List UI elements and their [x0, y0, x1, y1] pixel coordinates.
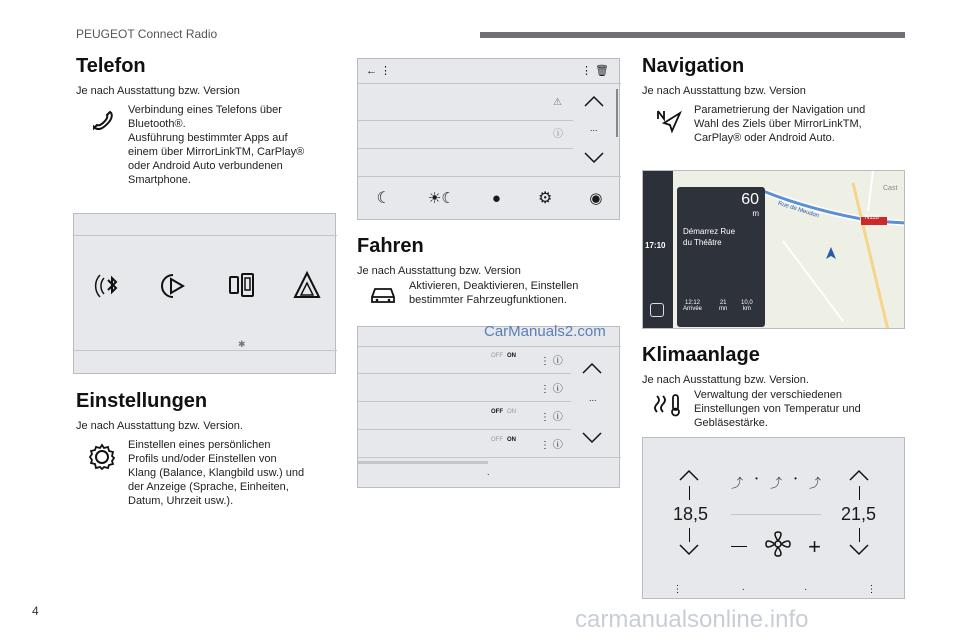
fahren-desc-1: Aktivieren, Deaktivieren, Einstellen — [409, 280, 579, 292]
header-bar — [480, 32, 905, 38]
fahren-screen — [357, 326, 620, 488]
page-indicator — [358, 461, 488, 464]
day-night-icon[interactable]: ☀☾ — [427, 190, 455, 207]
climate-icon — [642, 388, 694, 430]
climate-menu-right-icon[interactable]: ⋮ — [866, 583, 877, 595]
info-icon: ⓘ — [553, 129, 563, 140]
fahren-scroll-ellipsis: ... — [589, 393, 597, 403]
page-number: 4 — [32, 604, 39, 618]
scrollbar[interactable] — [616, 89, 618, 137]
temp-right-up-icon[interactable] — [848, 468, 870, 487]
navigation-arrow-icon — [642, 103, 694, 145]
climate-dot-2: · — [804, 583, 808, 595]
air-flow-feet-icon[interactable]: ⤴ — [731, 476, 744, 490]
home-button[interactable] — [650, 303, 664, 317]
telefon-screen — [73, 213, 336, 374]
einstellungen-screen — [357, 58, 620, 220]
fan-icon — [764, 530, 792, 563]
telefon-desc-1: Verbindung eines Telefons über — [128, 104, 282, 116]
klimaanlage-desc-1: Verwaltung der verschiedenen — [694, 389, 842, 401]
einstellungen-title: Einstellungen — [76, 390, 208, 412]
bluetooth-icon[interactable] — [94, 269, 128, 308]
night-mode-icon[interactable]: ☾ — [376, 190, 391, 207]
fan-decrease-button[interactable] — [731, 546, 747, 548]
navigation-section — [642, 55, 907, 145]
system-settings-icon[interactable]: ⚙ — [537, 190, 553, 207]
fan-increase-button[interactable]: + — [808, 533, 821, 559]
remaining-minutes: 21 mn — [719, 300, 728, 312]
watermark-carmanuals2: CarManuals2.com — [484, 323, 606, 340]
arrival-time: 12:12 Arrivée — [683, 300, 703, 312]
instruction-line-1: Démarrez Rue — [683, 227, 736, 236]
navigation-desc-1: Parametrierung der Navigation und — [694, 104, 866, 116]
einstellungen-desc-2: Profils und/oder Einstellen von — [128, 453, 277, 465]
telefon-desc-5: oder Android Auto verbundenen — [128, 160, 283, 172]
toggle-row-3[interactable]: OFF ON — [491, 409, 516, 415]
toggle-row-4[interactable]: OFF ON — [491, 437, 516, 443]
fahren-section — [357, 235, 622, 307]
navigation-desc-3: CarPlay® oder Android Auto. — [694, 132, 835, 144]
privacy-location-icon[interactable]: ◉ — [589, 190, 603, 207]
row-4-info-icon[interactable]: ⋮ ⓘ — [540, 440, 563, 451]
klimaanlage-subtitle: Je nach Ausstattung bzw. Version. — [642, 374, 809, 386]
distance-value: 60 — [741, 191, 759, 208]
settings-gear-icon — [76, 438, 128, 508]
menu-trash-icon[interactable]: ⋮ 🗑 — [580, 65, 609, 77]
clock: 17:10 — [645, 241, 666, 250]
fahren-title: Fahren — [357, 235, 424, 257]
telefon-desc-4: einem über MirrorLinkTM, CarPlay® — [128, 146, 305, 158]
row-1-info-icon[interactable]: ⋮ ⓘ — [540, 356, 563, 367]
warning-icon: ⚠ — [553, 97, 562, 108]
nav-sidebar — [643, 171, 673, 329]
telefon-desc-3: Ausführung bestimmter Apps auf — [128, 132, 288, 144]
einstellungen-desc-5: Datum, Uhrzeit usw.). — [128, 495, 234, 507]
back-arrow-icon[interactable]: ← ⋮ — [366, 65, 392, 77]
klimaanlage-screen — [642, 437, 905, 599]
climate-bottom-bar — [643, 578, 906, 600]
fahren-scroll-down-icon[interactable] — [581, 431, 603, 450]
einstellungen-desc-1: Einstellen eines persönlichen — [128, 439, 271, 451]
navigation-title: Navigation — [642, 55, 745, 77]
toggle-row-1[interactable]: OFF ON — [491, 353, 516, 359]
klimaanlage-desc-3: Gebläsestärke. — [694, 417, 768, 429]
play-icon[interactable] — [159, 269, 193, 308]
fahren-subtitle: Je nach Ausstattung bzw. Version — [357, 265, 521, 277]
einstellungen-desc-3: Klang (Balance, Klangbild usw.) und — [128, 467, 305, 479]
temp-left-up-icon[interactable] — [678, 468, 700, 487]
einstellungen-desc-4: der Anzeige (Sprache, Einheiten, — [128, 481, 289, 493]
watermark-carmanualsonline: carmanualsonline.info — [575, 606, 809, 633]
guidance-panel — [677, 187, 765, 327]
temp-left-down-icon[interactable] — [678, 543, 700, 562]
android-auto-icon[interactable] — [290, 269, 324, 308]
telefon-desc-6: Smartphone. — [128, 174, 191, 186]
temp-right: 21,5 — [841, 504, 877, 524]
temp-left: 18,5 — [673, 504, 709, 524]
row-2-info-icon[interactable]: ⋮ ⓘ — [540, 384, 563, 395]
row-3-info-icon[interactable]: ⋮ ⓘ — [540, 412, 563, 423]
fahren-desc-2: bestimmter Fahrzeugfunktionen. — [409, 294, 567, 306]
klimaanlage-section — [642, 344, 907, 430]
climate-dot-1: · — [741, 583, 745, 595]
place-label: Cast — [883, 185, 898, 192]
telefon-title: Telefon — [76, 55, 146, 77]
remaining-km: 10,0 km — [741, 300, 753, 312]
navigation-screen — [642, 170, 905, 329]
mirror-screen-icon[interactable] — [225, 269, 259, 308]
scroll-ellipsis: ... — [590, 123, 598, 133]
distance-unit: m — [752, 209, 759, 218]
phone-icon — [76, 103, 128, 187]
telefon-section — [76, 55, 341, 187]
profile-icon[interactable]: ● — [491, 189, 501, 207]
car-icon — [357, 279, 409, 307]
instruction-line-2: du Théâtre — [683, 238, 722, 247]
road-label: N118 — [865, 215, 879, 221]
air-flow-body-icon[interactable]: ⤴ — [769, 476, 782, 490]
climate-menu-left-icon[interactable]: ⋮ — [672, 583, 683, 595]
einstellungen-subtitle: Je nach Ausstattung bzw. Version. — [76, 420, 243, 432]
telefon-subtitle: Je nach Ausstattung bzw. Version — [76, 85, 240, 97]
einstellungen-section — [76, 390, 341, 508]
air-flow-head-icon[interactable]: ⤴ — [808, 476, 821, 490]
scroll-up-icon[interactable] — [583, 94, 605, 113]
telefon-desc-2: Bluetooth®. — [128, 118, 186, 130]
fahren-page-dot: . — [487, 467, 490, 477]
klimaanlage-desc-2: Einstellungen von Temperatur und — [694, 403, 861, 415]
scroll-down-icon[interactable] — [583, 151, 605, 170]
fahren-scroll-up-icon[interactable] — [581, 361, 603, 380]
navigation-subtitle: Je nach Ausstattung bzw. Version — [642, 85, 806, 97]
air-distribution-row: ⤴ • ⤴ • ⤴ — [731, 474, 821, 490]
bluetooth-small-icon: ✱ — [238, 339, 246, 349]
street-label: Rue de Meudon — [777, 200, 820, 220]
klimaanlage-title: Klimaanlage — [642, 344, 760, 366]
temp-right-down-icon[interactable] — [848, 543, 870, 562]
running-header: PEUGEOT Connect Radio — [76, 27, 218, 41]
navigation-desc-2: Wahl des Ziels über MirrorLinkTM, — [694, 118, 862, 130]
